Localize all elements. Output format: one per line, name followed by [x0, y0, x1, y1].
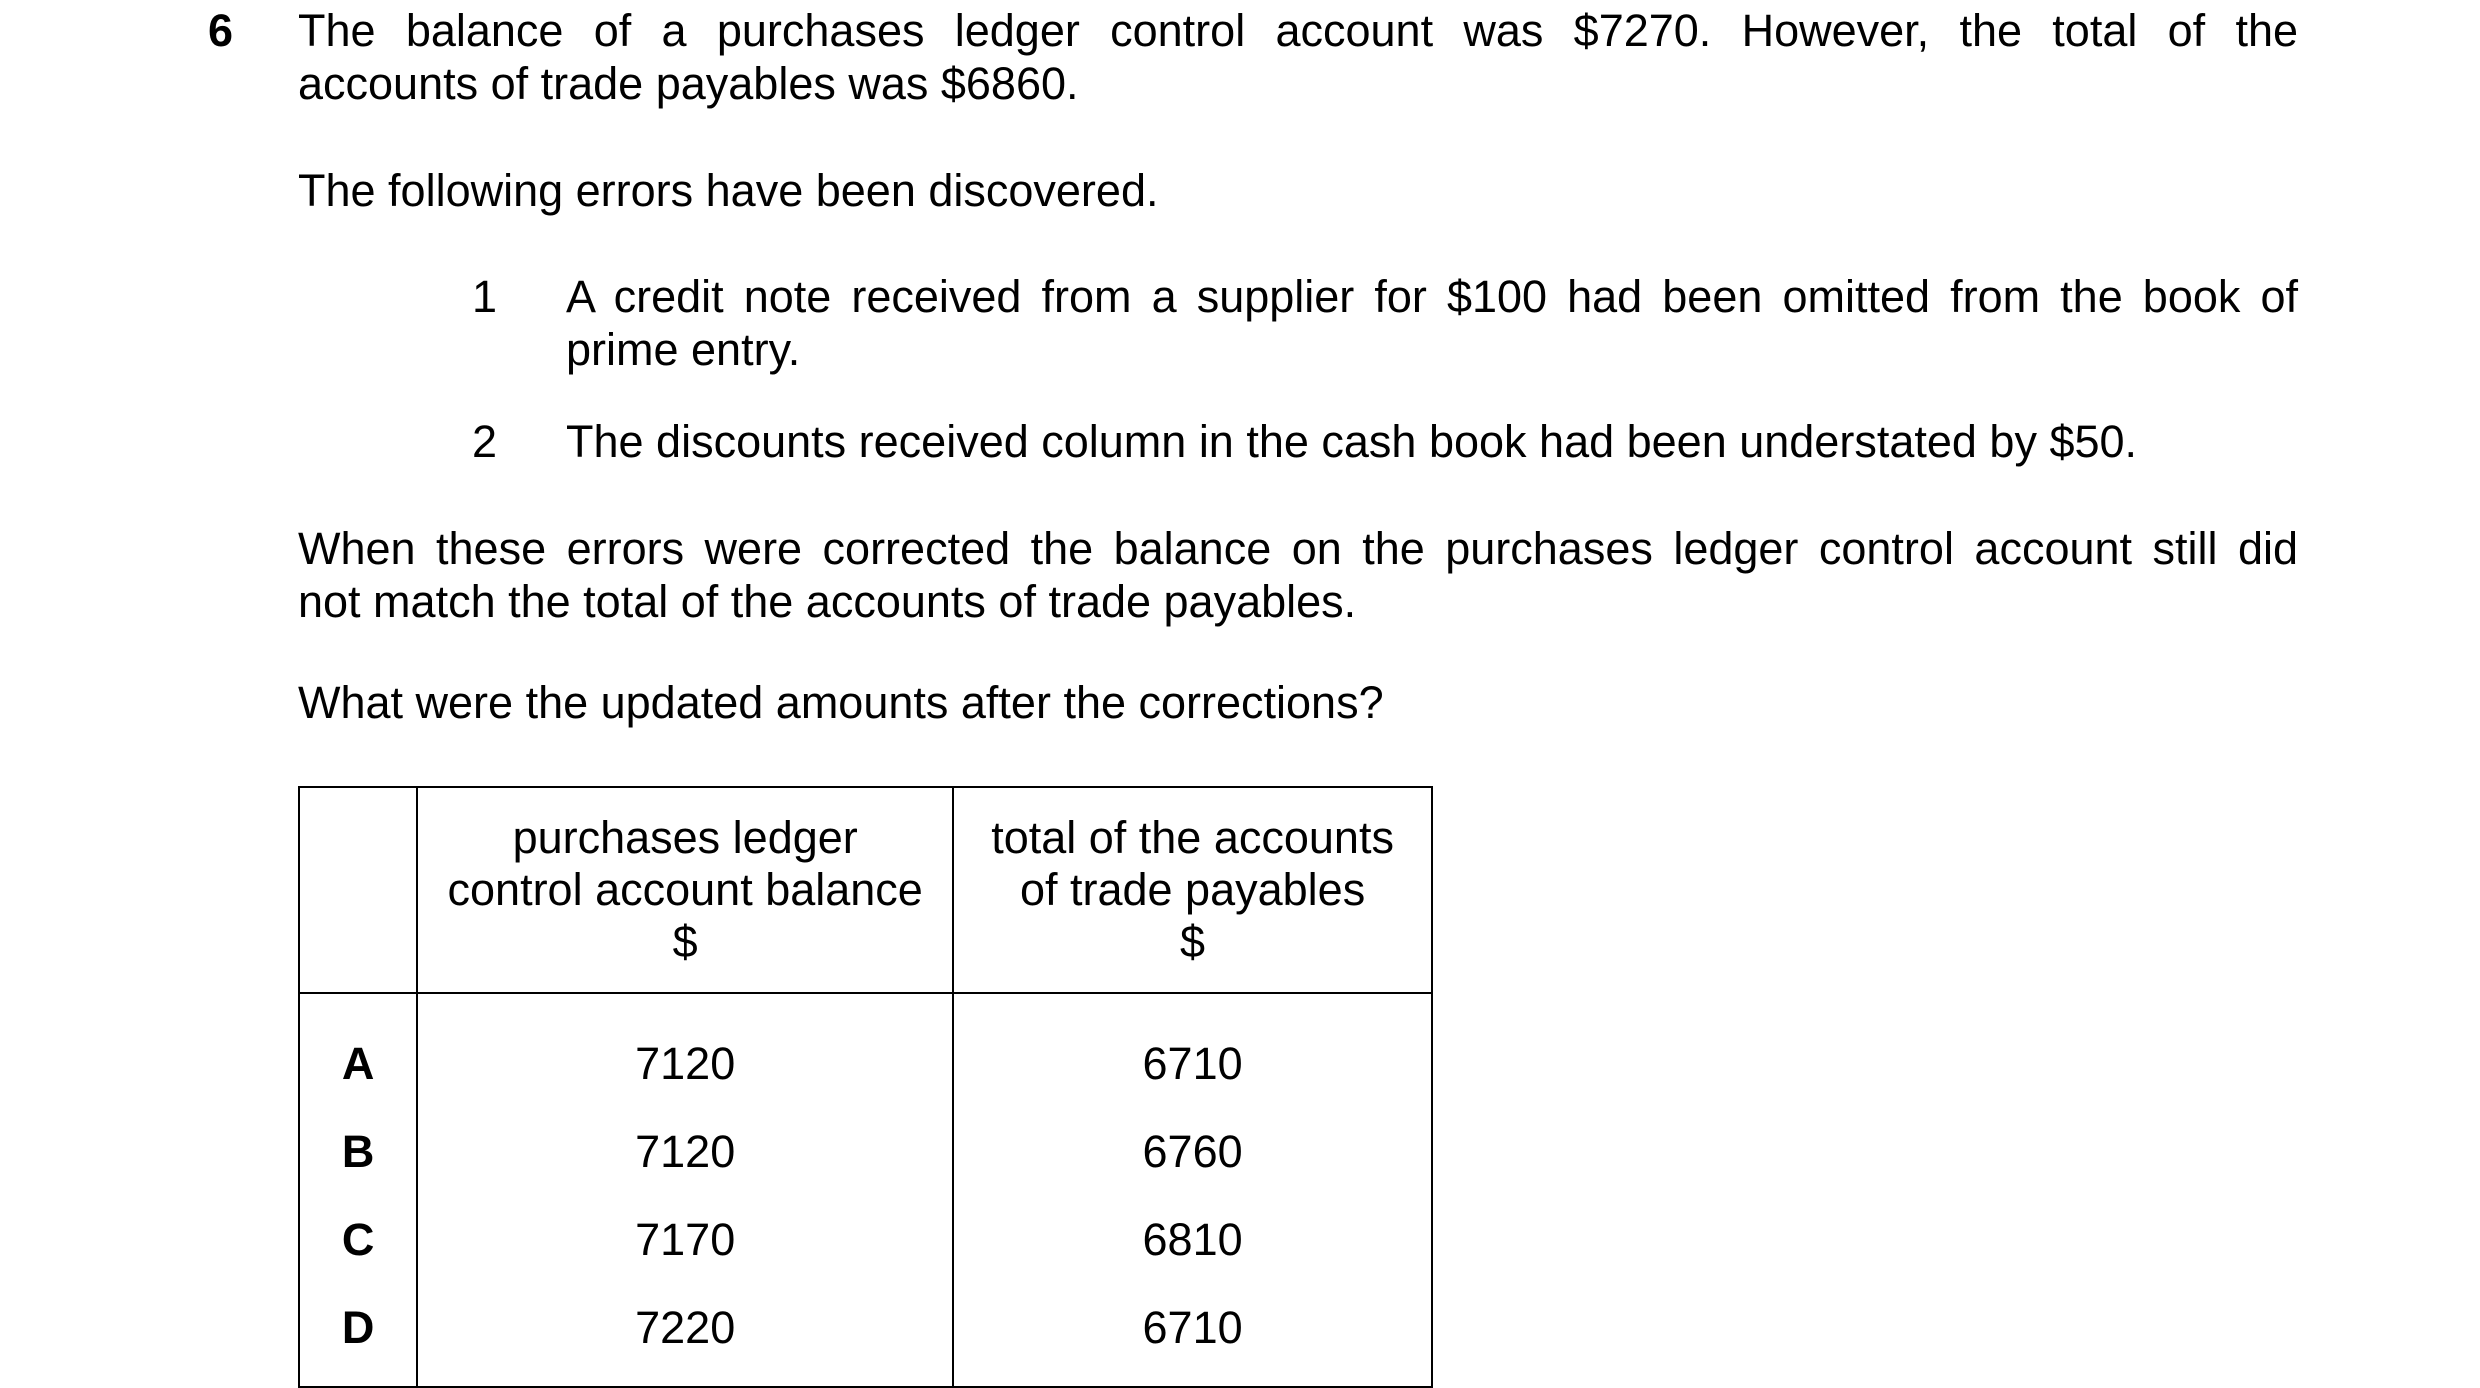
option-d-balance: 7220	[635, 1302, 736, 1353]
table-header-row	[299, 787, 1432, 993]
option-letter-c[interactable]: C	[341, 1214, 375, 1265]
question-followup-line2: not match the total of the accounts of trade payables.	[298, 576, 1357, 627]
header-balance-unit: $	[672, 916, 698, 967]
error-item-text-line1: A credit note received from a supplier for $100 had been omitted from the book of	[566, 271, 2298, 322]
answer-options-table	[298, 786, 1433, 1388]
question-number: 6	[208, 5, 234, 56]
option-a-balance: 7120	[635, 1038, 736, 1089]
header-blank-cell	[299, 787, 417, 993]
header-balance	[417, 787, 953, 993]
option-letters-column	[299, 993, 417, 1387]
header-balance-line2: control account balance	[447, 864, 923, 915]
error-item-number: 1	[472, 271, 498, 322]
option-b-payables: 6760	[1142, 1126, 1243, 1177]
question-intro-line2: accounts of trade payables was $6860.	[298, 58, 1079, 109]
question-followup	[298, 522, 2298, 628]
option-b-balance: 7120	[635, 1126, 736, 1177]
header-payables-line2: of trade payables	[1019, 864, 1366, 915]
error-item-number: 2	[472, 416, 498, 467]
header-payables	[953, 787, 1432, 993]
option-balance-column	[417, 993, 953, 1387]
error-item-text-line1: The discounts received column in the cash book had been understated by $50.	[566, 416, 2138, 467]
error-item-text-line2: prime entry.	[566, 324, 801, 375]
header-payables-unit: $	[1180, 916, 1206, 967]
header-payables-line1: total of the accounts	[991, 812, 1394, 863]
question-followup-line1: When these errors were corrected the balance on the purchases ledger control account still did	[298, 523, 2298, 574]
option-payables-column	[953, 993, 1432, 1387]
option-letter-b[interactable]: B	[341, 1126, 375, 1177]
option-letter-d[interactable]: D	[341, 1302, 375, 1353]
question-intro-line1: The balance of a purchases ledger control account was $7270. However, the total of the	[298, 5, 2298, 56]
errors-heading: The following errors have been discovered.	[298, 165, 1159, 216]
option-d-payables: 6710	[1142, 1302, 1243, 1353]
question-prompt: What were the updated amounts after the corrections?	[298, 677, 1384, 728]
option-letter-a[interactable]: A	[341, 1038, 375, 1089]
option-c-payables: 6810	[1142, 1214, 1243, 1265]
question-intro	[298, 4, 2298, 110]
option-a-payables: 6710	[1142, 1038, 1243, 1089]
table-body-row	[299, 993, 1432, 1387]
header-balance-line1: purchases ledger	[512, 812, 858, 863]
option-c-balance: 7170	[635, 1214, 736, 1265]
